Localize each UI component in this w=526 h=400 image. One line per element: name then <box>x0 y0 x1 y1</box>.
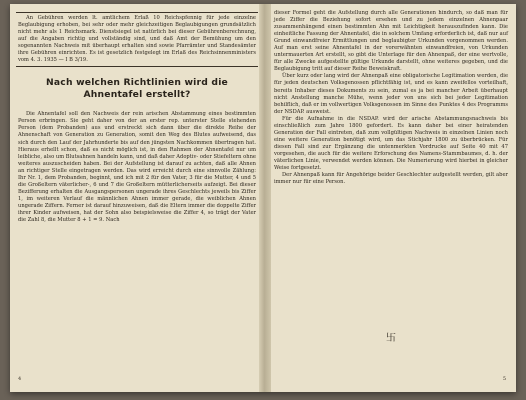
nsdap-paragraph: Für die Aufnahme in die NSDAP. wird der arische Abstammungsnachweis bis einschließlich zum Jahre 1800 gefordert. Es kann daher bei einer heiratenden Generation der Fall eintreten, daß zum vollgültigen Nachweis in einzelnen Linien noch eine weitere Generation benötigt wird, um das Stichjahr 1800 zu überbrücken. Für diesen Fall sind zur Ergänzung die untenmerkten Vordrucke auf Seite 40 mit 47 vorgesehen, die auch für die weitere Erforschung des Namens-Stammbaumes, d. h. der väterlichen Linie, verwendet werden können. Die Numerierung wird hierbei in gleicher Weise fortgesetzt. <box>274 115 508 172</box>
ahnenpass-paragraph: Der Ahnenpaß kann für Angehörige beider Geschlechter aufgestellt werden, gilt aber immer nur für eine Person. <box>274 172 508 186</box>
open-booklet <box>10 4 516 392</box>
ahnentafel-paragraph: Die Ahnentafel soll den Nachweis der rein arischen Abstammung eines bestimmten Person erbringen. Sie geht daher von der an erster rep. unterster Stelle stehenden Person (dem Probanden) aus und erstreckt sich dann über die direkte Reihe der Ahnenschaft von Generation zu Generation, somit den Weg des Blutes aufweisend, das sich durch den Lauf der Jahrhunderte bis auf den jüngsten Nachkommen übertragen hat. Hieraus erhellt schon, daß es nicht möglich ist, in den Rahmen der Ahnentafel nur um leibliche, also um Blutsahnen handeln kann, und daß daher Adoptiv- oder Stiefeltern ohne weiteres auszuscheiden haben. Bei der Aufstellung ist darauf zu achten, daß alle Ahnen an richtiger Stelle eingetragen werden. Das wird erreicht durch eine sinnvolle Zählung: Ihr Nr. 1, dem Probanden, beginnt, und ich mit 2 für den Vater, 3 für die Mutter, 4 und 5 die Großeltern väterlicher-, 6 und 7 die Großeltern mütterlicherseits aufzeigt. Bei dieser Bezifferung erhalten die Ausgangspersonen ungerade ihres Geschlechts jeweils bis Ziffer 1, im weiteren Verlauf die männlichen Ahnen immer gerade, die weiblichen Ahnen ungerade Ziffern. Ferner ist darauf hinzuweisen, daß die Eltern immer die doppelte Ziffer ihrer Kinder aufweisen, hat der Sohn also beispielsweise die Ziffer 4, so trägt der Vater die Zahl 8, die Mutter 8 + 1 = 9. Nach <box>18 111 256 224</box>
right-page <box>272 10 510 384</box>
page-number-right: 5 <box>502 376 506 382</box>
emblem-icon: 卐 <box>386 333 396 344</box>
heading-line-2: Ahnentafel erstellt? <box>83 89 191 101</box>
heading-line-1: Nach welchen Richtlinien wird die <box>46 77 228 89</box>
section-rule <box>16 66 258 67</box>
legitimation-paragraph: Über kurz oder lang wird der Ahnenpaß eine obligatorische Legitimation werden, die für jeden deutschen Volksgenossen pflichtfähig ist, und es kann zweifellos vorteilhaft, bereits Inhaber dieses Dokuments zu sein, zumal es ja bei mancher Arbeit überhaupt nicht Anstellung manche Mühe, wenn jeder von uns sich bei jeder Legitimation behilflich, daß er im vollwertigen Volksgenossen im Sinne des Punktes 4 des Programms der NSDAP. ausweist. <box>274 73 508 115</box>
book-gutter <box>259 4 271 392</box>
page-number-left: 4 <box>18 376 22 382</box>
top-rule <box>16 12 258 13</box>
section-heading <box>16 77 258 101</box>
left-page <box>16 10 258 384</box>
fee-paragraph: An Gebühren werden lt. amtlichem Erlaß 10 Reichspfennig für jede einzelne Beglaubigung erhoben, bei sehr oder mehr gleichzeitigen Beglaubigungen grundsätzlich nicht mehr als 1 Reichsmark. Dienstsiegel ist natürlich bei dieser Gebührenberechnung, auf die Angaben richtig und vollständig sind, und daß Amt der Bemühung um den sogenannten Nachweis mit überhaupt erhalten sind sowie Pfarrämter und Standesämter ihre Gebühren einrichten. Es ist gesetzlich festgelegt im Erlaß des Reichsinnenministers vom 4. 3. 1935 — I B 3/19. <box>18 15 256 64</box>
formula-paragraph: dieser Formel geht die Aufstellung durch alle Generationen hindurch, so daß man für jede Ziffer die Beziehung sofort ersehen und zu jedem einzelnen Ahnenpaar zusammenhängend einen bestimmten Ahn mit Leichtigkeit herauszufinden kann. Die einheitliche Fassung der Ahnentafel, die in solchem Umfang erforderlich ist, daß nur auf Grund einwandfreier Ermittlungen und beglaubigter Urkunden vorgenommen werden. Auf man erst seine Ahnentafel in der vorerwähnten einwandfreien, von Urkunden untermauerten Art erstellt, so gibt die Unterlage für den Ahnenpaß, der eine wertvolle, für alle Zwecke aufgestellte gültige Urkunde darstellt, ohne weiteres gegeben, und die Beglaubigung tritt auf dieser Reihe Beweiskraft. <box>274 10 508 73</box>
